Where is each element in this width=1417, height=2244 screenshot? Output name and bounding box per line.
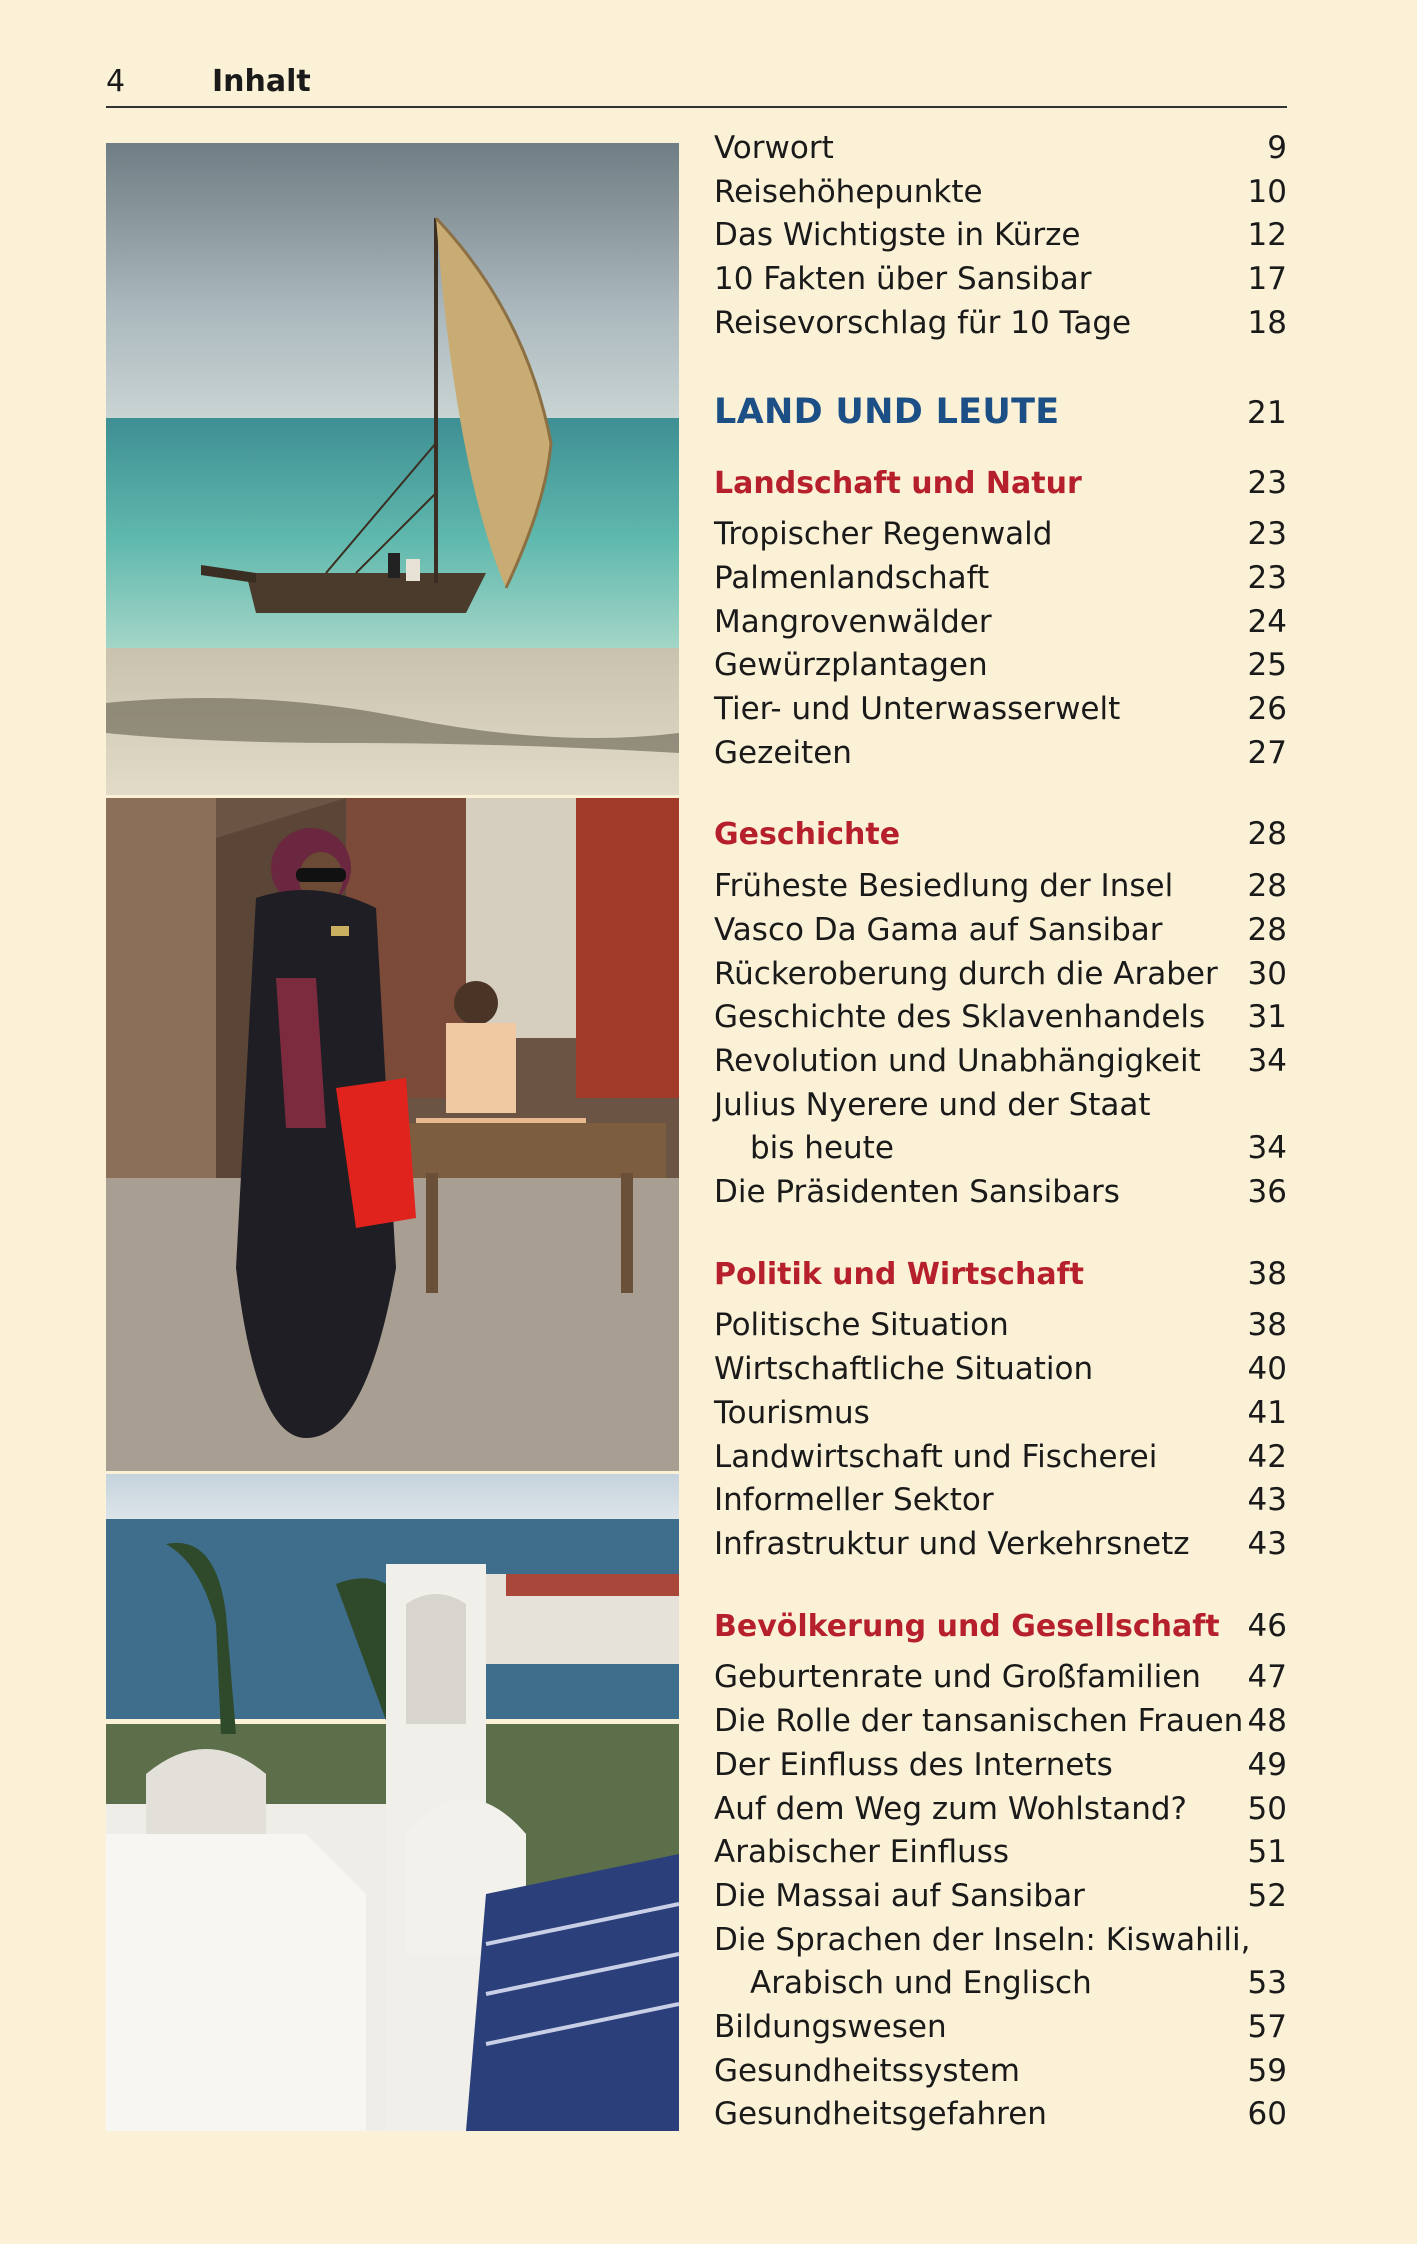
toc-entry[interactable] — [714, 1831, 1287, 1875]
toc-entry-title: Vasco Da Gama auf Sansibar — [714, 911, 1163, 948]
toc-entry[interactable] — [714, 1304, 1287, 1348]
toc-intro-list — [714, 127, 1287, 346]
toc-part-page: 21 — [1246, 394, 1287, 431]
toc-section-heading[interactable] — [714, 1605, 1287, 1649]
page-title: Inhalt — [212, 64, 311, 99]
toc-entry[interactable] — [714, 1919, 1287, 1963]
toc-entry-page: 34 — [1247, 1042, 1287, 1079]
toc-entry-title: Reisehöhepunkte — [714, 173, 983, 210]
toc-entry-page: 26 — [1247, 691, 1287, 728]
toc-entry[interactable] — [714, 1479, 1287, 1523]
street-woman-photo — [106, 798, 679, 1471]
toc-entry[interactable] — [714, 1744, 1287, 1788]
toc-entry[interactable] — [714, 1788, 1287, 1832]
toc-entry-page: 49 — [1247, 1746, 1287, 1783]
toc-entry-title: Mangrovenwälder — [714, 603, 992, 640]
toc-entry[interactable] — [714, 601, 1287, 645]
toc-entry-page: 38 — [1247, 1255, 1287, 1292]
header-rule — [106, 106, 1287, 108]
toc-entry-title: Die Rolle der tansanischen Frauen — [714, 1703, 1244, 1740]
toc-entry[interactable] — [714, 1171, 1287, 1215]
toc-entry-title: Gezeiten — [714, 734, 852, 771]
photo-column — [106, 143, 679, 2131]
toc-sections — [714, 462, 1287, 2138]
toc-entry-title: Gewürzplantagen — [714, 647, 988, 684]
toc-entry[interactable] — [714, 127, 1287, 171]
toc-entry-title: Politik und Wirtschaft — [714, 1256, 1084, 1292]
toc-entry[interactable] — [714, 1436, 1287, 1480]
toc-entry-page: 60 — [1247, 2096, 1287, 2133]
toc-entry-title: Die Sprachen der Inseln: Kiswahili, — [714, 1921, 1251, 1958]
toc-entry[interactable] — [714, 996, 1287, 1040]
toc-entry-title: 10 Fakten über Sansibar — [714, 261, 1092, 298]
toc-entry-title: Reisevorschlag für 10 Tage — [714, 304, 1132, 341]
toc-entry[interactable] — [714, 2093, 1287, 2137]
toc-section-heading[interactable] — [714, 462, 1287, 506]
toc-part-title: LAND UND LEUTE — [714, 391, 1060, 432]
toc-entry-title: bis heute — [750, 1130, 894, 1167]
toc-entry-title: Das Wichtigste in Kürze — [714, 217, 1081, 254]
toc-entry-page: 30 — [1247, 955, 1287, 992]
toc-entry-page: 50 — [1247, 1790, 1287, 1827]
toc-entry[interactable] — [714, 644, 1287, 688]
toc-entry-title: Politische Situation — [714, 1307, 1009, 1344]
rooftop-sea-photo — [106, 1474, 679, 2131]
toc-entry-page: 28 — [1247, 816, 1287, 853]
toc-entry-page: 59 — [1247, 2052, 1287, 2089]
toc-entry[interactable] — [714, 1392, 1287, 1436]
toc-entry-page: 40 — [1247, 1351, 1287, 1388]
toc-entry[interactable] — [714, 1127, 1287, 1171]
toc-entry[interactable] — [714, 1040, 1287, 1084]
toc-entry-page: 53 — [1247, 1965, 1287, 2002]
toc-entry-page: 47 — [1247, 1659, 1287, 1696]
toc-entry-title: Die Massai auf Sansibar — [714, 1877, 1085, 1914]
toc-entry-title: Tropischer Regenwald — [714, 516, 1053, 553]
toc-section-heading[interactable] — [714, 1253, 1287, 1297]
toc-entry-title: Die Präsidenten Sansibars — [714, 1174, 1120, 1211]
toc-entry-page: 36 — [1247, 1174, 1287, 1211]
toc-entry-page: 43 — [1247, 1482, 1287, 1519]
toc-entry-title: Früheste Besiedlung der Insel — [714, 868, 1174, 905]
toc-entry-title: Der Einfluss des Internets — [714, 1746, 1113, 1783]
toc-entry-title: Gesundheitsgefahren — [714, 2096, 1047, 2133]
toc-entry-title: Revolution und Unabhängigkeit — [714, 1042, 1201, 1079]
toc-entry-title: Geschichte — [714, 817, 901, 853]
toc-entry-page: 52 — [1247, 1877, 1287, 1914]
toc-entry[interactable] — [714, 1523, 1287, 1567]
toc-entry[interactable] — [714, 953, 1287, 997]
toc-entry[interactable] — [714, 258, 1287, 302]
toc-entry-page: 9 — [1267, 130, 1287, 166]
toc-entry-title: Informeller Sektor — [714, 1482, 994, 1519]
toc-entry-page: 10 — [1247, 173, 1287, 210]
toc-part-heading[interactable] — [714, 387, 1287, 438]
toc-entry-title: Palmenlandschaft — [714, 559, 990, 596]
toc-entry[interactable] — [714, 1656, 1287, 1700]
toc-entry-page: 31 — [1247, 999, 1287, 1036]
table-of-contents — [714, 127, 1287, 2137]
toc-entry-title: Auf dem Weg zum Wohlstand? — [714, 1790, 1187, 1827]
toc-entry-page: 18 — [1247, 304, 1287, 341]
toc-entry[interactable] — [714, 1875, 1287, 1919]
toc-entry[interactable] — [714, 688, 1287, 732]
toc-entry-title: Infrastruktur und Verkehrsnetz — [714, 1525, 1190, 1562]
toc-entry[interactable] — [714, 1700, 1287, 1744]
toc-entry[interactable] — [714, 2006, 1287, 2050]
page-number: 4 — [106, 64, 126, 99]
toc-entry-title: Landwirtschaft und Fischerei — [714, 1438, 1158, 1475]
toc-entry[interactable] — [714, 1962, 1287, 2006]
toc-entry-page: 23 — [1247, 516, 1287, 553]
toc-entry-page: 48 — [1247, 1703, 1287, 1740]
toc-entry-page: 23 — [1247, 464, 1287, 501]
toc-entry-page: 23 — [1247, 559, 1287, 596]
toc-entry-page: 12 — [1247, 217, 1287, 254]
toc-entry-title: Landschaft und Natur — [714, 465, 1082, 501]
toc-entry[interactable] — [714, 1084, 1287, 1128]
toc-entry[interactable] — [714, 171, 1287, 215]
toc-entry[interactable] — [714, 2050, 1287, 2094]
toc-entry-title: Arabischer Einfluss — [714, 1834, 1010, 1871]
toc-entry-page: 28 — [1247, 868, 1287, 905]
toc-entry-page: 51 — [1247, 1834, 1287, 1871]
toc-entry-page: 57 — [1247, 2009, 1287, 2046]
toc-entry-title: Arabisch und Englisch — [750, 1965, 1092, 2002]
dhow-sailboat-photo — [106, 143, 679, 795]
toc-entry-page: 34 — [1247, 1130, 1287, 1167]
toc-entry-title: Bevölkerung und Gesellschaft — [714, 1608, 1220, 1644]
toc-entry[interactable] — [714, 302, 1287, 346]
toc-entry-page: 46 — [1247, 1607, 1287, 1644]
toc-entry-page: 17 — [1247, 261, 1287, 298]
toc-entry-page: 42 — [1247, 1438, 1287, 1475]
toc-entry[interactable] — [714, 732, 1287, 776]
toc-entry-title: Vorwort — [714, 130, 834, 166]
toc-entry-title: Tier- und Unterwasserwelt — [714, 691, 1121, 728]
toc-entry-title: Rückeroberung durch die Araber — [714, 955, 1218, 992]
toc-entry-title: Geburtenrate und Großfamilien — [714, 1659, 1201, 1696]
toc-entry-page: 25 — [1247, 647, 1287, 684]
toc-entry[interactable] — [714, 909, 1287, 953]
toc-entry[interactable] — [714, 214, 1287, 258]
toc-entry-title: Gesundheitssystem — [714, 2052, 1020, 2089]
toc-entry-title: Geschichte des Sklavenhandels — [714, 999, 1206, 1036]
toc-entry-title: Wirtschaftliche Situation — [714, 1351, 1094, 1388]
toc-entry-title: Bildungswesen — [714, 2009, 947, 2046]
toc-entry[interactable] — [714, 1348, 1287, 1392]
toc-entry-page: 43 — [1247, 1525, 1287, 1562]
toc-entry[interactable] — [714, 865, 1287, 909]
toc-entry[interactable] — [714, 513, 1287, 557]
toc-entry-page: 24 — [1247, 603, 1287, 640]
toc-entry[interactable] — [714, 557, 1287, 601]
toc-entry-title: Tourismus — [714, 1394, 870, 1431]
toc-entry-page: 28 — [1247, 911, 1287, 948]
toc-entry-title: Julius Nyerere und der Staat — [714, 1086, 1151, 1123]
toc-entry-page: 38 — [1247, 1307, 1287, 1344]
toc-entry-page: 41 — [1247, 1394, 1287, 1431]
toc-entry-page: 27 — [1247, 734, 1287, 771]
toc-section-heading[interactable] — [714, 813, 1287, 857]
